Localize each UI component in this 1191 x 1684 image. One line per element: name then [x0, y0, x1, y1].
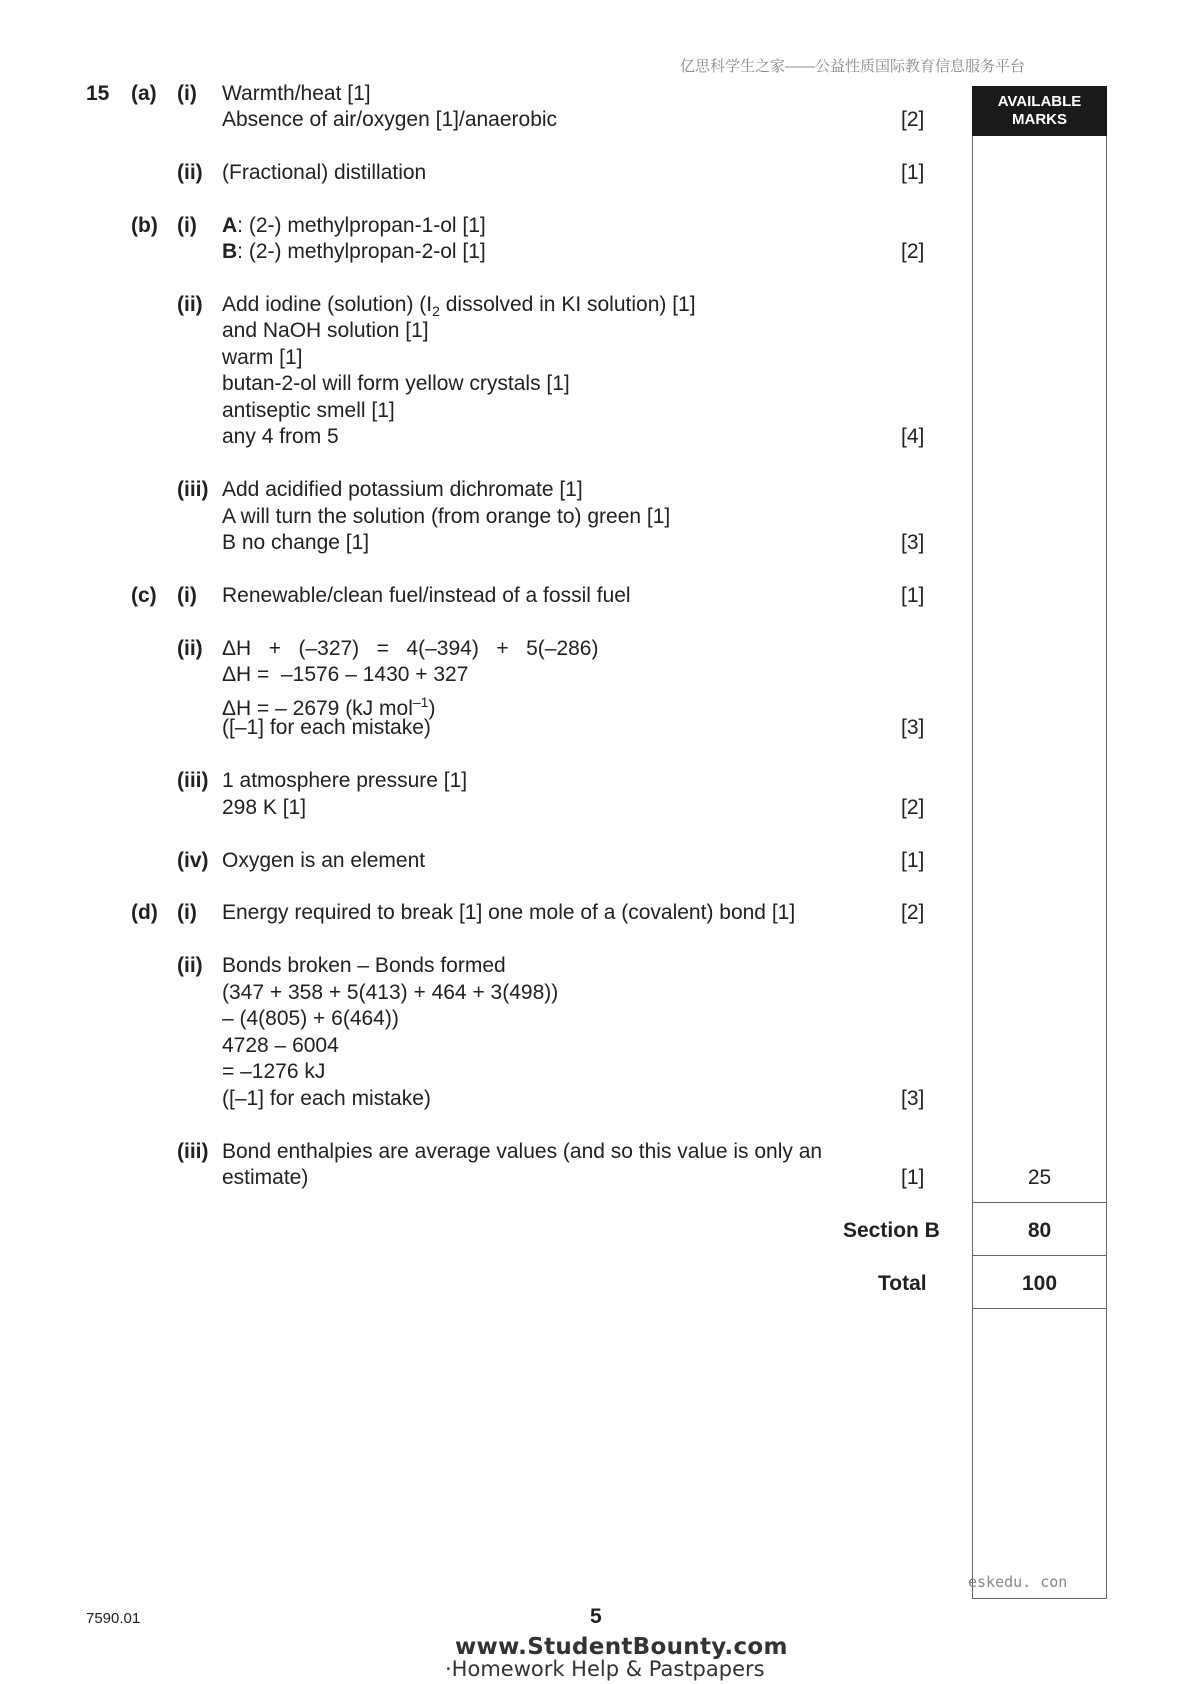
answer-line: Warmth/heat [1] [222, 82, 371, 105]
answer-line: 1 atmosphere pressure [1] [222, 769, 468, 792]
part-label-c: (c) [131, 584, 157, 607]
subpart-label-i: (i) [177, 214, 197, 237]
part-label-d: (d) [131, 901, 158, 924]
compound-a-text: : (2-) methylpropan-1-ol [1] [237, 214, 486, 237]
answer-line: Add acidified potassium dichromate [1] [222, 478, 583, 501]
page-number: 5 [590, 1605, 602, 1628]
answer-line: Renewable/clean fuel/instead of a fossil fuel [222, 584, 631, 607]
answer-line: 4728 – 6004 [222, 1034, 339, 1057]
mark: [2] [901, 796, 925, 819]
mark: [1] [901, 584, 925, 607]
answer-line: 298 K [1] [222, 796, 307, 819]
subpart-label-iii: (iii) [177, 1140, 209, 1163]
superscript: –1 [412, 694, 429, 710]
part-label-a: (a) [131, 82, 157, 105]
header-line-2: MARKS [1012, 111, 1067, 128]
total-label: Total [878, 1272, 927, 1295]
answer-line: (347 + 358 + 5(413) + 464 + 3(498)) [222, 981, 559, 1004]
subpart-label-ii: (ii) [177, 293, 203, 316]
subscript: 2 [432, 303, 440, 320]
studentbounty-logo-line2: ·Homework Help & Pastpapers [445, 1657, 765, 1681]
text-part: Add iodine (solution) (I [222, 293, 433, 316]
answer-line: Bond enthalpies are average values (and so this value is only an [222, 1140, 823, 1163]
equation-line: ΔH = –1576 – 1430 + 327 [222, 663, 469, 686]
subpart-label-iii: (iii) [177, 478, 209, 501]
subpart-label-iv: (iv) [177, 849, 209, 872]
mark: [2] [901, 108, 925, 131]
watermark-header: 亿思科学生之家——公益性质国际教育信息服务平台 [680, 58, 1026, 75]
header-line-1: AVAILABLE [997, 93, 1082, 110]
equation-line: ΔH + (–327) = 4(–394) + 5(–286) [222, 637, 599, 660]
mark: [1] [901, 161, 925, 184]
divider [972, 1255, 1107, 1256]
mark: [1] [901, 1166, 925, 1189]
question-total: 25 [1027, 1166, 1052, 1189]
answer-line: = –1276 kJ [222, 1060, 326, 1083]
mark: [2] [901, 240, 925, 263]
subpart-label-ii: (ii) [177, 954, 203, 977]
compound-a-label: A [222, 214, 238, 237]
answer-line: ([–1] for each mistake) [222, 1087, 431, 1110]
total-value: 100 [1021, 1272, 1058, 1295]
mark: [3] [901, 1087, 925, 1110]
answer-line: and NaOH solution [1] [222, 319, 429, 342]
answer-line: estimate) [222, 1166, 309, 1189]
answer-line: antiseptic smell [1] [222, 399, 395, 422]
compound-b-label: B [222, 240, 238, 263]
mark: [2] [901, 901, 925, 924]
answer-line: warm [1] [222, 346, 303, 369]
available-marks-panel [972, 86, 1107, 1599]
studentbounty-logo-line1: www.StudentBounty.com [455, 1634, 788, 1660]
text-part: dissolved in KI solution) [1] [439, 293, 696, 316]
subpart-label-i: (i) [177, 901, 197, 924]
answer-line: – (4(805) + 6(464)) [222, 1007, 399, 1030]
answer-line: Oxygen is an element [222, 849, 426, 872]
mark: [3] [901, 531, 925, 554]
text-part: ΔH = – 2679 (kJ mol [222, 697, 413, 720]
mark: [1] [901, 849, 925, 872]
section-b-label: Section B [843, 1219, 940, 1242]
answer-line: Bonds broken – Bonds formed [222, 954, 506, 977]
part-label-b: (b) [131, 214, 158, 237]
answer-line: ([–1] for each mistake) [222, 716, 431, 739]
divider [972, 1308, 1107, 1309]
divider [972, 1202, 1107, 1203]
answer-line: Energy required to break [1] one mole of a (covalent) bond [1] [222, 901, 796, 924]
answer-line: any 4 from 5 [222, 425, 339, 448]
watermark-eskedu: eskedu. con [968, 1573, 1068, 1591]
answer-line: Absence of air/oxygen [1]/anaerobic [222, 108, 558, 131]
subpart-label-i: (i) [177, 82, 197, 105]
available-marks-header [972, 86, 1107, 136]
mark: [4] [901, 425, 925, 448]
answer-line [222, 213, 486, 239]
answer-line: A will turn the solution (from orange to) green [1] [222, 505, 671, 528]
subpart-label-ii: (ii) [177, 161, 203, 184]
mark: [3] [901, 716, 925, 739]
text-part: ) [428, 697, 436, 720]
answer-line [222, 239, 486, 265]
subpart-label-i: (i) [177, 584, 197, 607]
compound-b-text: : (2-) methylpropan-2-ol [1] [237, 240, 486, 263]
answer-line: butan-2-ol will form yellow crystals [1] [222, 372, 570, 395]
answer-line: B no change [1] [222, 531, 370, 554]
answer-line: (Fractional) distillation [222, 161, 427, 184]
question-number: 15 [86, 82, 110, 105]
section-b-value: 80 [1027, 1219, 1052, 1242]
paper-code: 7590.01 [86, 1610, 141, 1627]
subpart-label-iii: (iii) [177, 769, 209, 792]
subpart-label-ii: (ii) [177, 637, 203, 660]
